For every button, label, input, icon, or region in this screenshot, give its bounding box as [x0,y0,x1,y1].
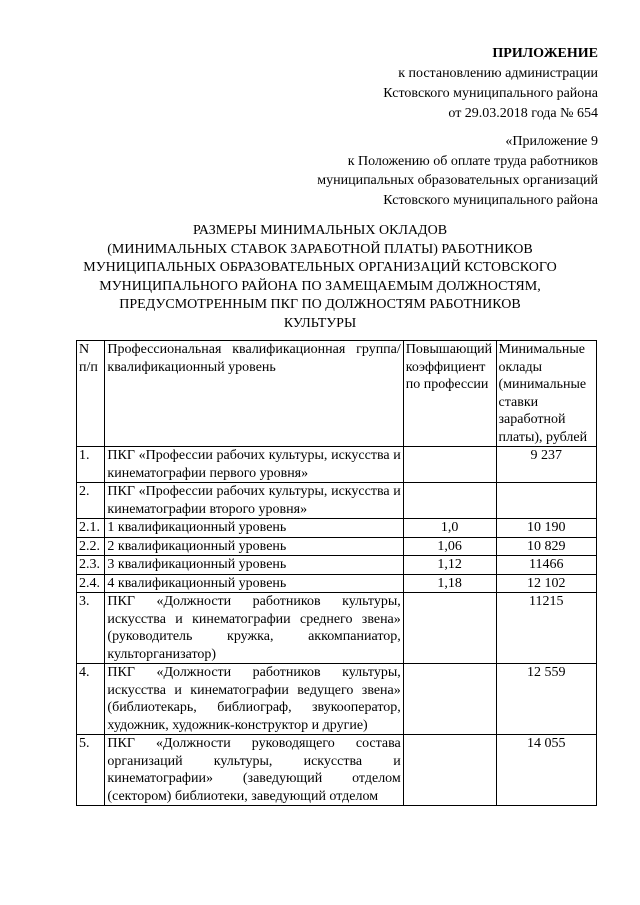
appendix-title: ПРИЛОЖЕНИЕ [492,46,598,61]
row-name: ПКГ «Профессии рабочих культуры, искусства и кинематографии первого уровня» [105,447,403,483]
header-line-3: от 29.03.2018 года № 654 [448,106,598,121]
header-coef: Повышающий коэффициент по профессии [403,341,496,447]
row-min: 9 237 [496,447,597,483]
row-min: 12 559 [496,664,597,735]
title-line: РАЗМЕРЫ МИНИМАЛЬНЫХ ОКЛАДОВ [192,223,448,238]
table-row [77,735,597,806]
title-line: МУНИЦИПАЛЬНОГО РАЙОНА ПО ЗАМЕЩАЕМЫМ ДОЛЖНОСТЯМ, [99,278,541,294]
row-num: 5. [77,735,105,806]
row-min: 10 829 [496,537,597,556]
row-min: 14 055 [496,735,597,806]
row-coef [403,447,496,483]
row-num: 2.1. [77,519,105,538]
document-title [60,222,580,333]
annex-line-3: муниципальных образовательных организаций [317,173,598,188]
row-coef: 1,0 [403,519,496,538]
row-min: 11466 [496,556,597,575]
document-header [383,44,598,124]
row-name: 2 квалификационный уровень [105,537,403,556]
row-num: 3. [77,593,105,664]
title-line: КУЛЬТУРЫ [283,315,357,331]
header-line-2: Кстовского муниципального района [383,86,598,101]
title-line: (МИНИМАЛЬНЫХ СТАВОК ЗАРАБОТНОЙ ПЛАТЫ) РАБОТНИКОВ [107,241,533,257]
table-row [77,556,597,575]
row-num: 2. [77,483,105,519]
row-coef [403,664,496,735]
table-row [77,574,597,593]
table-row [77,519,597,538]
title-line: ПРЕДУСМОТРЕННЫМ ПКГ ПО ДОЛЖНОСТЯМ РАБОТНИКОВ [119,297,521,312]
row-name: ПКГ «Должности работников культуры, искусства и кинематографии среднего звена» (руководитель кружка, аккомпаниатор, культорганизатор) [105,593,403,664]
title-line: МУНИЦИПАЛЬНЫХ ОБРАЗОВАТЕЛЬНЫХ ОРГАНИЗАЦИЙ КСТОВСКОГО [83,260,557,275]
row-num: 2.4. [77,574,105,593]
table-header-row [77,341,597,447]
row-name: 4 квалификационный уровень [105,574,403,593]
row-num: 2.2. [77,537,105,556]
row-coef [403,735,496,806]
header-min: Минимальные оклады (минимальные ставки заработной платы), рублей [496,341,597,447]
annex-line-4: Кстовского муниципального района [383,192,598,208]
row-coef: 1,18 [403,574,496,593]
table-row [77,593,597,664]
row-min: 10 190 [496,519,597,538]
table-row [77,664,597,735]
annex-line-2: к Положению об оплате труда работников [347,153,598,169]
header-line-1: к постановлению администрации [398,66,598,81]
row-min: 11215 [496,593,597,664]
row-name: ПКГ «Профессии рабочих культуры, искусства и кинематографии второго уровня» [105,483,403,519]
header-num: N п/п [77,341,105,447]
row-coef: 1,06 [403,537,496,556]
row-coef [403,593,496,664]
row-name: ПКГ «Должности работников культуры, искусства и кинематографии ведущего звена» (библиотекарь, библиограф, звукооператор, художник, художник-конструктор и другие) [105,664,403,735]
annex-reference [317,132,598,210]
table-row [77,483,597,519]
row-num: 4. [77,664,105,735]
row-name: 3 квалификационный уровень [105,556,403,575]
table-row [77,447,597,483]
annex-line-1: «Приложение 9 [505,134,598,149]
row-name: ПКГ «Должности руководящего состава организаций культуры, искусства и кинематографии» (заведующий отделом (сектором) библиотеки, заведующий отделом [105,735,403,806]
row-num: 1. [77,447,105,483]
row-min [496,483,597,519]
row-coef [403,483,496,519]
row-name: 1 квалификационный уровень [105,519,403,538]
row-num: 2.3. [77,556,105,575]
table-row [77,537,597,556]
row-coef: 1,12 [403,556,496,575]
header-name: Профессиональная квалификационная группа/квалификационный уровень [105,341,403,447]
row-min: 12 102 [496,574,597,593]
salary-table [76,340,597,806]
